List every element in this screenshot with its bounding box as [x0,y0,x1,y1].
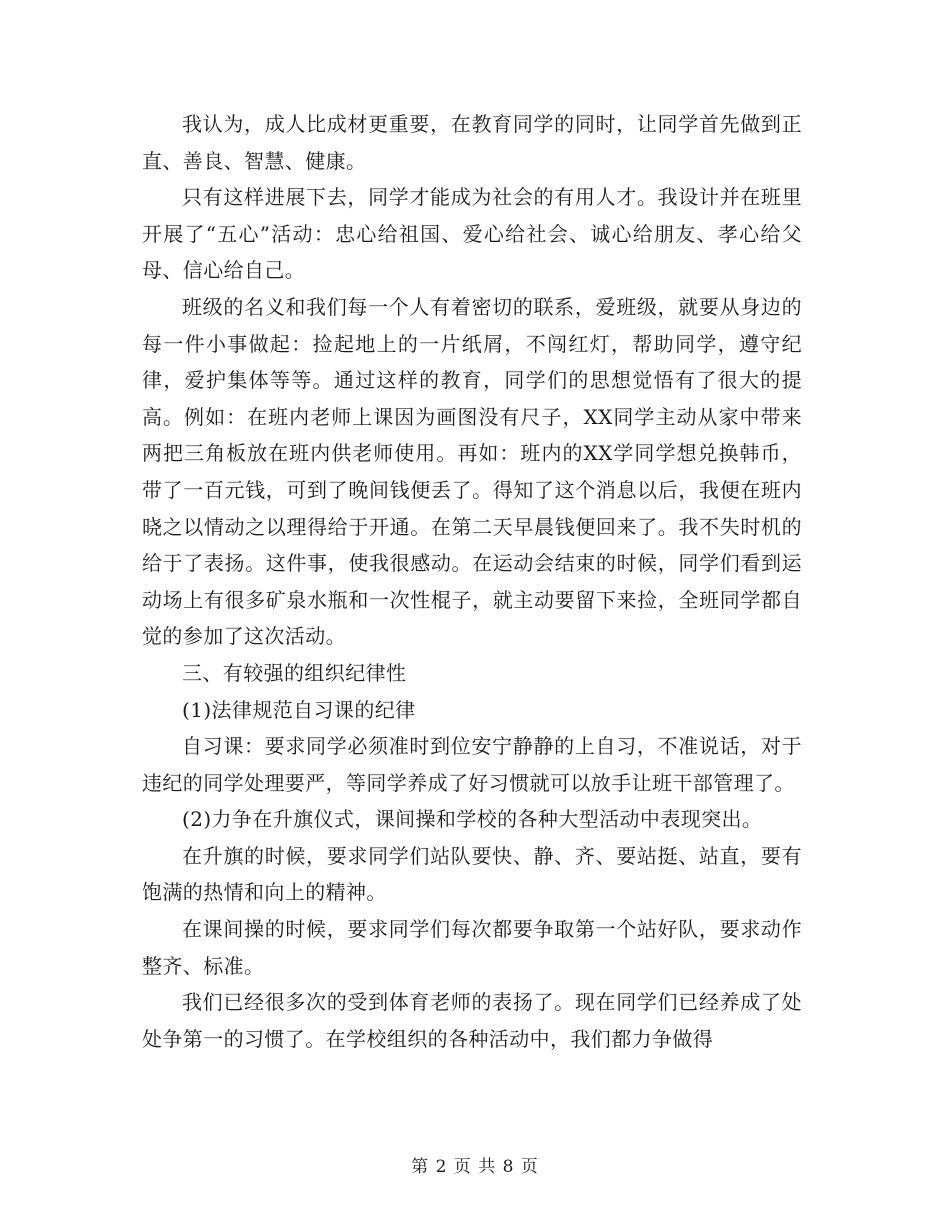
page-number-footer: 第 2 页 共 8 页 [411,1157,539,1177]
subheading-2: (2)力争在升旗仪式，课间操和学校的各种大型活动中表现突出。 [182,807,763,832]
paragraph-3: 班级的名义和我们每一个人有着密切的联系，爱班级，就要从身边的每一件小事做起：捡起地上的一片纸屑，不闯红灯，帮助同学，遵守纪律，爱护集体等等。通过这样的教育，同学们的思想觉悟有了很大的提高。例如：在班内老师上课因为画图没有尺子，XX同学主动从家中带来两把三角板放在班内供老师使用。再如：班内的XX学同学想兑换韩币，带了一百元钱，可到了晚间钱便丢了。得知了这个消息以后，我便在班内晓之以情动之以理得给于开通。在第二天早晨钱便回来了。我不失时机的给于了表扬。这件事，使我很感动。在运动会结束的时候，同学们看到运动场上有很多矿泉水瓶和一次性棍子，就主动要留下来捡，全班同学都自觉的参加了这次活动。 [142,294,802,649]
section-heading: 三、有较强的组织纪律性 [182,660,407,685]
paragraph-1: 我认为，成人比成材更重要，在教育同学的同时，让同学首先做到正直、善良、智慧、健康。 [142,112,802,173]
paragraph-5: 在升旗的时候，要求同学们站队要快、静、齐、要站挺、站直，要有饱满的热情和向上的精神。 [142,843,802,905]
paragraph-7: 我们已经很多次的受到体育老师的表扬了。现在同学们已经养成了处处争第一的习惯了。在学校组织的各种活动中，我们都力争做得 [142,990,802,1051]
subheading-1: (1)法律规范自习课的纪律 [182,697,416,722]
paragraph-6: 在课间操的时候，要求同学们每次都要争取第一个站好队，要求动作整齐、标准。 [142,917,802,978]
document-body [142,106,802,1057]
paragraph-2: 只有这样进展下去，同学才能成为社会的有用人才。我设计并在班里开展了“五心”活动：忠心给祖国、爱心给社会、诚心给朋友、孝心给父母、信心给自己。 [142,185,802,283]
paragraph-4: 自习课：要求同学必须准时到位安宁静静的上自习，不准说话，对于违纪的同学处理要严，等同学养成了好习惯就可以放手让班干部管理了。 [142,734,802,795]
